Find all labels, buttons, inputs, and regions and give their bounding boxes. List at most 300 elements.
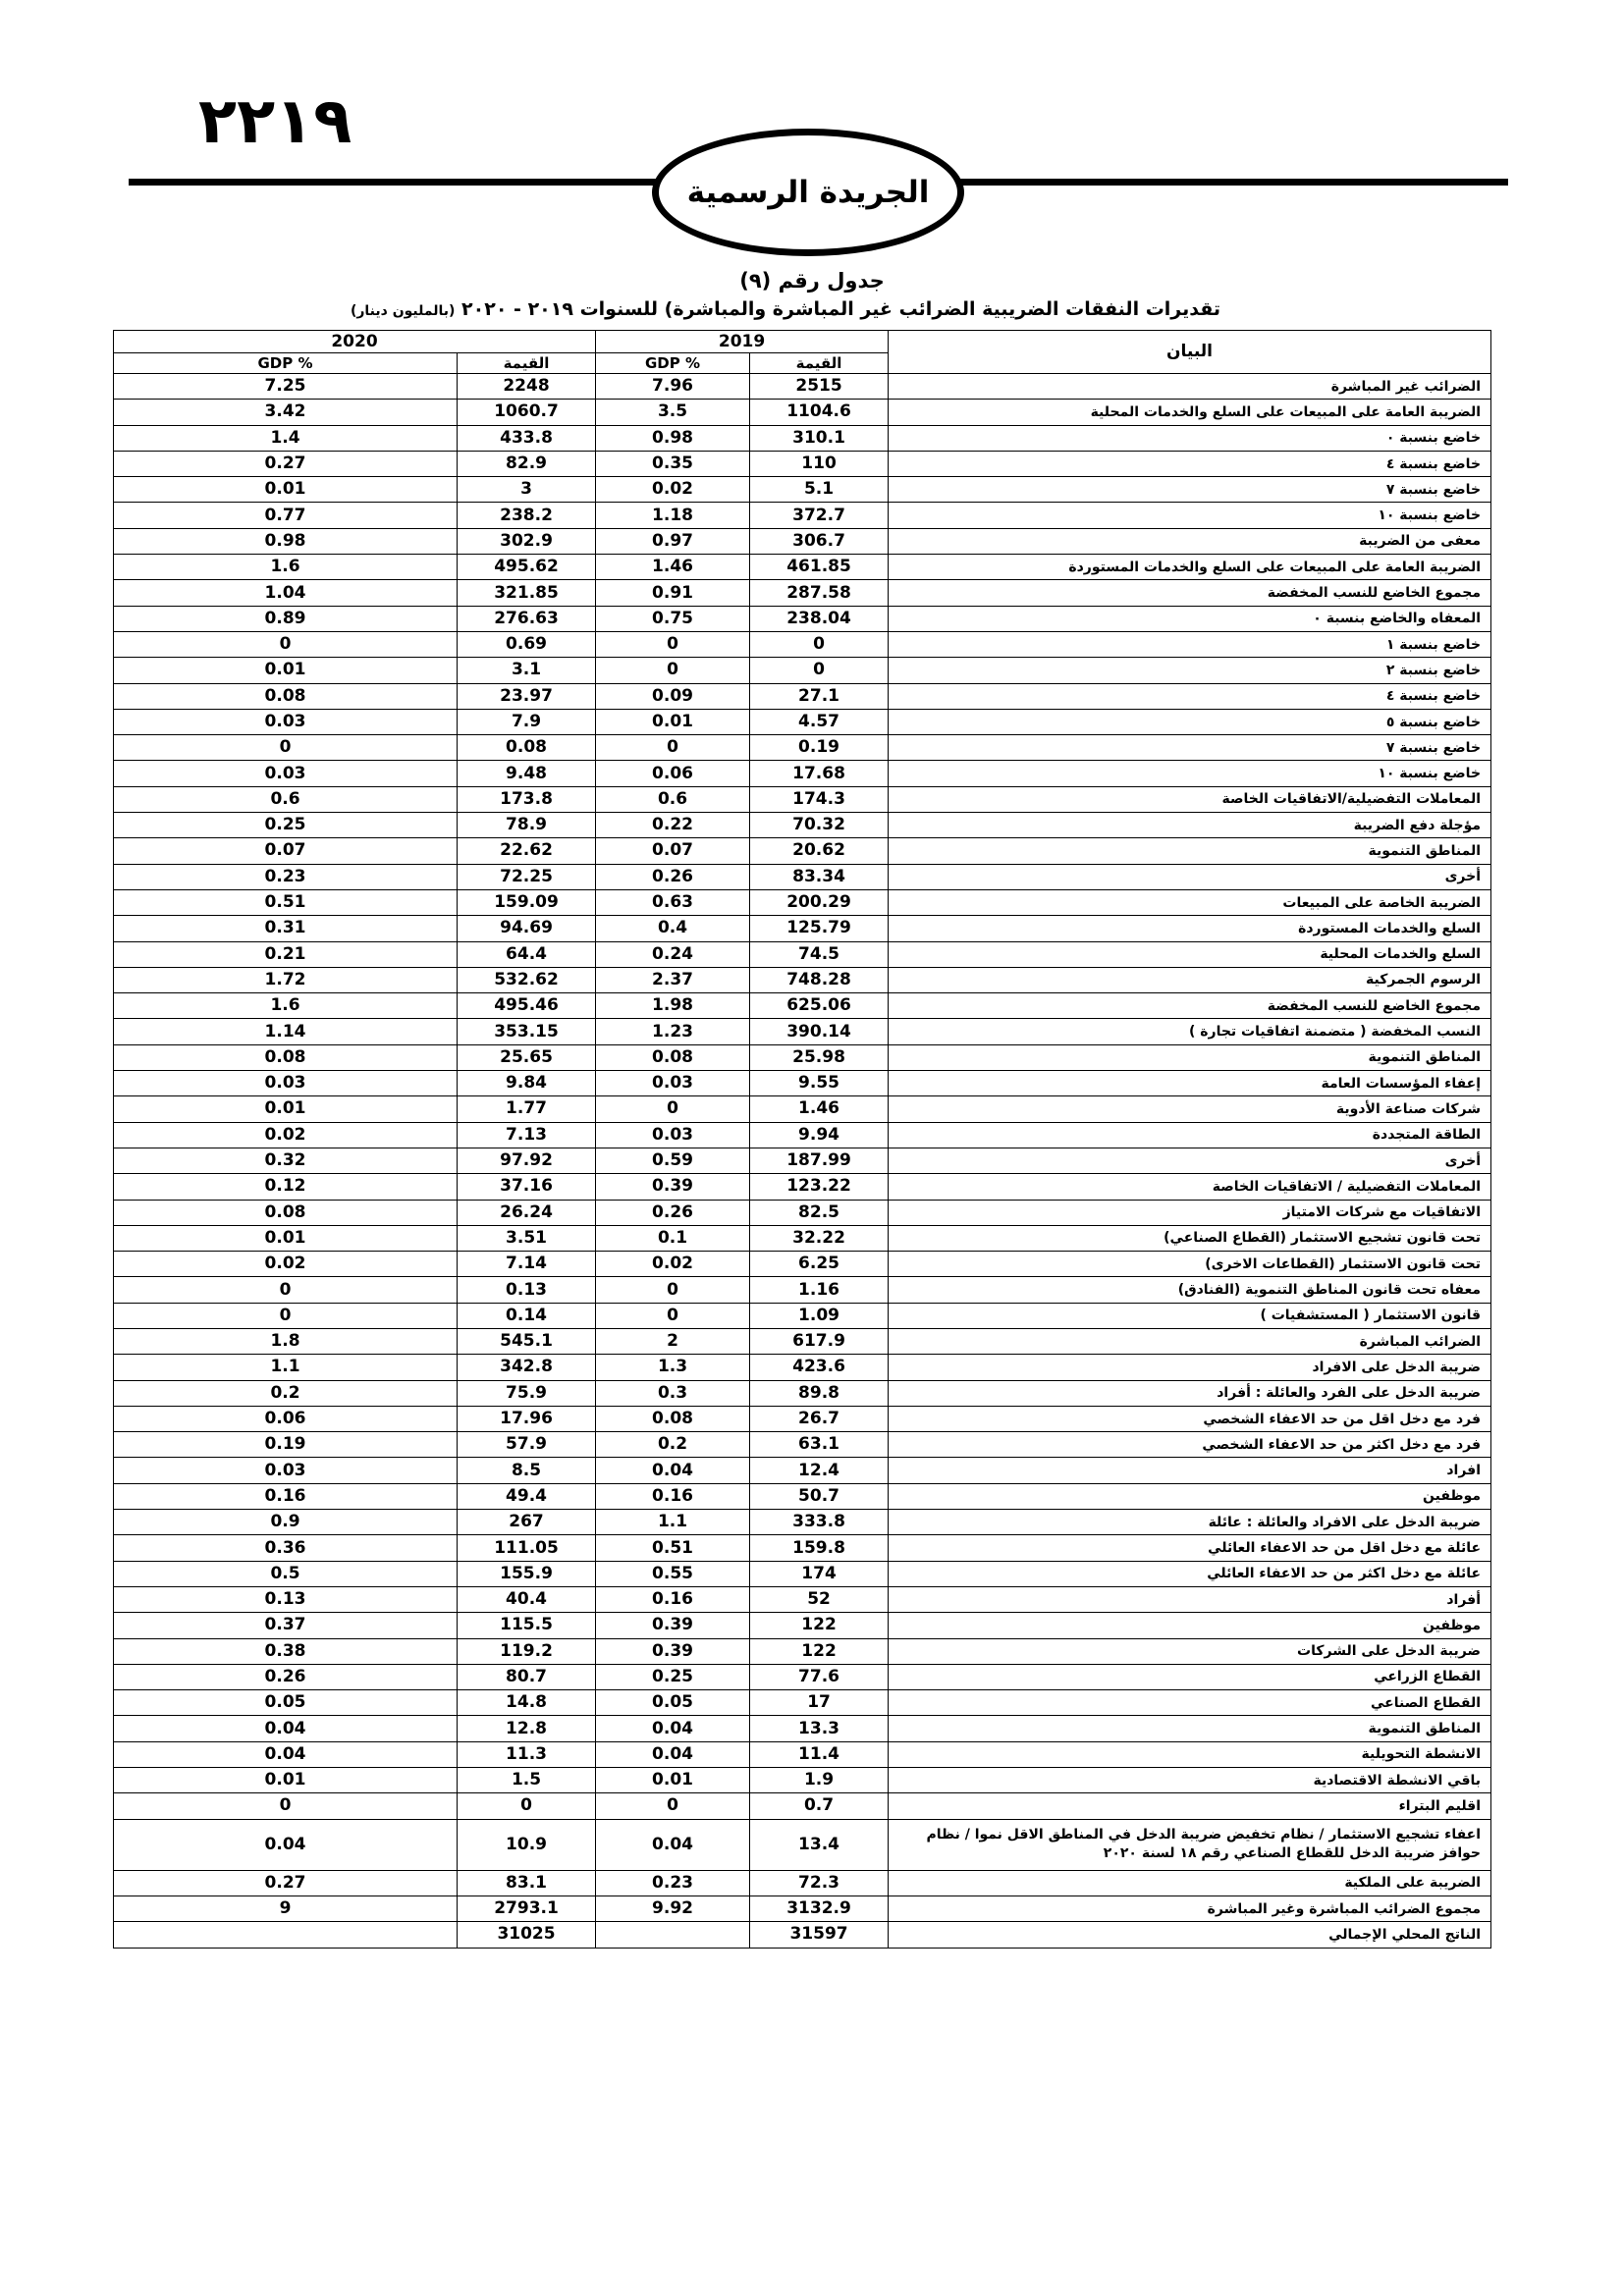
table-body — [114, 374, 1491, 1949]
gdp-2019-cell: 0.02 — [596, 1252, 750, 1277]
table-row — [114, 1406, 1491, 1431]
value-2020-cell: 2793.1 — [458, 1896, 596, 1921]
row-label: اعفاء تشجيع الاستثمار / نظام تخفيض ضريبة الدخل في المناطق الاقل نموا / نظام حوافز ضريبة الدخل للقطاع الصناعي رقم ١٨ لسنة ٢٠٢٠ — [889, 1819, 1491, 1870]
gdp-2020-cell: 0.05 — [114, 1690, 458, 1716]
table-row — [114, 1896, 1491, 1921]
gdp-2020-cell: 0.32 — [114, 1148, 458, 1173]
gdp-2019-cell: 0.04 — [596, 1458, 750, 1483]
gdp-2019-cell: 0.39 — [596, 1174, 750, 1200]
value-2019-cell: 82.5 — [750, 1200, 889, 1225]
gdp-2020-cell: 0.31 — [114, 916, 458, 941]
value-2020-cell: 495.46 — [458, 993, 596, 1019]
gdp-2020-cell: 0.26 — [114, 1664, 458, 1689]
value-2019-cell: 174.3 — [750, 786, 889, 812]
value-2020-cell: 0.14 — [458, 1303, 596, 1328]
gdp-2019-cell: 1.98 — [596, 993, 750, 1019]
value-2020-cell: 119.2 — [458, 1638, 596, 1664]
value-2019-cell: 123.22 — [750, 1174, 889, 1200]
value-2020-cell: 173.8 — [458, 786, 596, 812]
table-header — [114, 331, 1491, 374]
value-2020-cell: 14.8 — [458, 1690, 596, 1716]
row-label: ضريبة الدخل على الافراد — [889, 1355, 1491, 1380]
gdp-2020-cell: 0.03 — [114, 761, 458, 786]
value-2019-cell: 200.29 — [750, 889, 889, 915]
gdp-2020-cell: 1.8 — [114, 1328, 458, 1354]
row-label: خاضع بنسبة ٤ — [889, 683, 1491, 709]
gdp-2020-cell: 1.14 — [114, 1019, 458, 1044]
row-label: مجموع الخاضع للنسب المخفضة — [889, 993, 1491, 1019]
table-row — [114, 761, 1491, 786]
gdp-2020-cell: 0.03 — [114, 1071, 458, 1096]
table-row — [114, 838, 1491, 864]
table-row — [114, 503, 1491, 528]
row-label: الضرائب المباشرة — [889, 1328, 1491, 1354]
gdp-2019-cell: 2 — [596, 1328, 750, 1354]
value-2020-cell: 111.05 — [458, 1535, 596, 1561]
table-row — [114, 1019, 1491, 1044]
gdp-2019-cell: 0 — [596, 1277, 750, 1303]
gdp-2020-cell: 0.6 — [114, 786, 458, 812]
row-label: فرد مع دخل اكثر من حد الاعفاء الشخصي — [889, 1432, 1491, 1458]
value-2020-cell: 1060.7 — [458, 400, 596, 425]
value-2020-cell: 10.9 — [458, 1819, 596, 1870]
gdp-header-2019: % GDP — [596, 353, 750, 374]
value-2019-cell: 77.6 — [750, 1664, 889, 1689]
table-row — [114, 1303, 1491, 1328]
table-row — [114, 1096, 1491, 1122]
row-label: ضريبة الدخل على الشركات — [889, 1638, 1491, 1664]
table-row — [114, 967, 1491, 992]
row-label: القطاع الزراعي — [889, 1664, 1491, 1689]
row-label: خاضع بنسبة ٤ — [889, 451, 1491, 476]
value-2019-cell: 89.8 — [750, 1380, 889, 1406]
value-2020-cell: 433.8 — [458, 425, 596, 451]
gdp-2020-cell: 1.04 — [114, 580, 458, 606]
row-label: الضريبة العامة على المبيعات على السلع والخدمات المستوردة — [889, 555, 1491, 580]
value-2019-cell: 70.32 — [750, 813, 889, 838]
gdp-2019-cell: 0.02 — [596, 477, 750, 503]
value-2020-cell: 83.1 — [458, 1870, 596, 1896]
row-label: خاضع بنسبة ٧ — [889, 477, 1491, 503]
gdp-2020-cell: 0.36 — [114, 1535, 458, 1561]
value-2019-cell: 159.8 — [750, 1535, 889, 1561]
value-2020-cell: 37.16 — [458, 1174, 596, 1200]
row-label: شركات صناعة الأدوية — [889, 1096, 1491, 1122]
value-2020-cell: 82.9 — [458, 451, 596, 476]
gdp-2019-cell: 0 — [596, 1096, 750, 1122]
value-2019-cell: 461.85 — [750, 555, 889, 580]
row-label: إعفاء المؤسسات العامة — [889, 1071, 1491, 1096]
gdp-2019-cell: 1.23 — [596, 1019, 750, 1044]
row-label: عائلة مع دخل اقل من حد الاعفاء العائلي — [889, 1535, 1491, 1561]
row-label: خاضع بنسبة ٠ — [889, 425, 1491, 451]
value-2019-cell: 26.7 — [750, 1406, 889, 1431]
gdp-2019-cell: 1.1 — [596, 1510, 750, 1535]
row-label: الاتفاقيات مع شركات الامتياز — [889, 1200, 1491, 1225]
table-row — [114, 631, 1491, 657]
value-2020-cell: 321.85 — [458, 580, 596, 606]
row-label: الطاقة المتجددة — [889, 1122, 1491, 1148]
value-2020-cell: 2248 — [458, 374, 596, 400]
row-label: الضريبة العامة على المبيعات على السلع والخدمات المحلية — [889, 400, 1491, 425]
gdp-2019-cell: 0 — [596, 1793, 750, 1819]
row-label: خاضع بنسبة ٥ — [889, 709, 1491, 734]
value-2019-cell: 423.6 — [750, 1355, 889, 1380]
gdp-2019-cell: 0.75 — [596, 606, 750, 631]
gdp-2020-cell: 0 — [114, 1793, 458, 1819]
value-2019-cell: 32.22 — [750, 1225, 889, 1251]
row-label: تحت قانون تشجيع الاستثمار (القطاع الصناعي) — [889, 1225, 1491, 1251]
table-row — [114, 477, 1491, 503]
value-2019-cell: 52 — [750, 1586, 889, 1612]
row-label: فرد مع دخل اقل من حد الاعفاء الشخصي — [889, 1406, 1491, 1431]
gdp-2019-cell: 0.51 — [596, 1535, 750, 1561]
row-label: خاضع بنسبة ١ — [889, 631, 1491, 657]
table-row — [114, 451, 1491, 476]
masthead-oval — [652, 129, 964, 256]
gdp-2019-cell: 0.39 — [596, 1638, 750, 1664]
row-label: أفراد — [889, 1586, 1491, 1612]
value-2020-cell: 72.25 — [458, 864, 596, 889]
gdp-2020-cell: 0.07 — [114, 838, 458, 864]
gdp-2019-cell: 0 — [596, 658, 750, 683]
value-2020-cell: 342.8 — [458, 1355, 596, 1380]
gdp-2019-cell: 0.55 — [596, 1561, 750, 1586]
table-row — [114, 1638, 1491, 1664]
row-label: المعاملات التفضيلية/الاتفاقيات الخاصة — [889, 786, 1491, 812]
value-2020-cell: 495.62 — [458, 555, 596, 580]
row-label: أخرى — [889, 1148, 1491, 1173]
table-row — [114, 1277, 1491, 1303]
row-label: مجموع الخاضع للنسب المخفضة — [889, 580, 1491, 606]
value-2020-cell: 31025 — [458, 1922, 596, 1948]
table-row — [114, 606, 1491, 631]
value-2020-cell: 8.5 — [458, 1458, 596, 1483]
table-row — [114, 1328, 1491, 1354]
table-row — [114, 1922, 1491, 1948]
table-row — [114, 1870, 1491, 1896]
table-subtitle-line — [295, 298, 1276, 320]
gdp-2019-cell: 0.25 — [596, 1664, 750, 1689]
value-2019-cell: 9.55 — [750, 1071, 889, 1096]
gdp-2020-cell: 0.2 — [114, 1380, 458, 1406]
table-row — [114, 1586, 1491, 1612]
value-2020-cell: 3.1 — [458, 658, 596, 683]
table-row — [114, 916, 1491, 941]
table-row — [114, 941, 1491, 967]
table-row — [114, 1535, 1491, 1561]
gdp-2019-cell: 0 — [596, 735, 750, 761]
table-row — [114, 709, 1491, 734]
value-2019-cell: 238.04 — [750, 606, 889, 631]
gdp-2020-cell: 0.51 — [114, 889, 458, 915]
label-column-header: البيان — [889, 331, 1491, 374]
value-2019-cell: 3132.9 — [750, 1896, 889, 1921]
value-2020-cell: 40.4 — [458, 1586, 596, 1612]
value-2019-cell: 372.7 — [750, 503, 889, 528]
value-2019-cell: 0 — [750, 631, 889, 657]
gdp-2019-cell: 0.07 — [596, 838, 750, 864]
year-header-2020: 2020 — [114, 331, 596, 353]
gdp-2020-cell: 3.42 — [114, 400, 458, 425]
value-2020-cell: 7.9 — [458, 709, 596, 734]
gdp-2019-cell: 0.6 — [596, 786, 750, 812]
table-row — [114, 1819, 1491, 1870]
row-label: مؤجلة دفع الضريبة — [889, 813, 1491, 838]
table-row — [114, 1561, 1491, 1586]
row-label: الرسوم الجمركية — [889, 967, 1491, 992]
value-2019-cell: 4.57 — [750, 709, 889, 734]
value-2020-cell: 12.8 — [458, 1716, 596, 1741]
gdp-2020-cell: 1.4 — [114, 425, 458, 451]
gdp-2020-cell: 0.03 — [114, 709, 458, 734]
gdp-2020-cell — [114, 1922, 458, 1948]
value-2019-cell: 20.62 — [750, 838, 889, 864]
gdp-2020-cell: 0.01 — [114, 1768, 458, 1793]
value-2019-cell: 1.16 — [750, 1277, 889, 1303]
gdp-2019-cell: 0 — [596, 631, 750, 657]
masthead-title: الجريدة الرسمية — [686, 175, 930, 210]
value-2020-cell: 17.96 — [458, 1406, 596, 1431]
row-label: السلع والخدمات المحلية — [889, 941, 1491, 967]
table-row — [114, 993, 1491, 1019]
value-2019-cell: 1.46 — [750, 1096, 889, 1122]
gdp-2020-cell: 0.02 — [114, 1252, 458, 1277]
value-2019-cell: 13.3 — [750, 1716, 889, 1741]
value-2019-cell: 125.79 — [750, 916, 889, 941]
page-number: ٢٢١٩ — [198, 85, 352, 158]
value-2019-cell: 5.1 — [750, 477, 889, 503]
value-2020-cell: 57.9 — [458, 1432, 596, 1458]
value-2020-cell: 80.7 — [458, 1664, 596, 1689]
gdp-2020-cell: 0.08 — [114, 1044, 458, 1070]
value-2019-cell: 27.1 — [750, 683, 889, 709]
gdp-2020-cell: 0.21 — [114, 941, 458, 967]
gdp-2019-cell: 0.16 — [596, 1483, 750, 1509]
gdp-2020-cell: 0.19 — [114, 1432, 458, 1458]
gdp-2019-cell: 1.18 — [596, 503, 750, 528]
gdp-2020-cell: 0.38 — [114, 1638, 458, 1664]
gdp-2019-cell: 0.08 — [596, 1044, 750, 1070]
table-row — [114, 813, 1491, 838]
value-2019-cell: 1104.6 — [750, 400, 889, 425]
gdp-2019-cell: 0 — [596, 1303, 750, 1328]
gdp-2020-cell: 0.27 — [114, 451, 458, 476]
row-label: الضريبة الخاصة على المبيعات — [889, 889, 1491, 915]
gdp-2019-cell: 0.05 — [596, 1690, 750, 1716]
row-label: اقليم البتراء — [889, 1793, 1491, 1819]
value-2020-cell: 0.13 — [458, 1277, 596, 1303]
gdp-2019-cell: 0.97 — [596, 528, 750, 554]
row-label: النسب المخفضة ( متضمنة اتفاقيات تجارة ) — [889, 1019, 1491, 1044]
gdp-2019-cell: 0.91 — [596, 580, 750, 606]
row-label: معفاه تحت قانون المناطق التنموية (الفنادق) — [889, 1277, 1491, 1303]
value-2020-cell: 22.62 — [458, 838, 596, 864]
gdp-2019-cell: 0.63 — [596, 889, 750, 915]
row-label: المناطق التنموية — [889, 838, 1491, 864]
gdp-2019-cell: 0.26 — [596, 864, 750, 889]
gdp-2020-cell: 0.13 — [114, 1586, 458, 1612]
row-label: أخرى — [889, 864, 1491, 889]
table-row — [114, 1741, 1491, 1767]
value-2019-cell: 31597 — [750, 1922, 889, 1948]
row-label: افراد — [889, 1458, 1491, 1483]
value-2020-cell: 11.3 — [458, 1741, 596, 1767]
value-2019-cell: 11.4 — [750, 1741, 889, 1767]
table-title: جدول رقم (٩) — [739, 269, 885, 293]
header-years-row — [114, 331, 1491, 353]
table-row — [114, 374, 1491, 400]
value-2019-cell: 306.7 — [750, 528, 889, 554]
value-2020-cell: 49.4 — [458, 1483, 596, 1509]
value-2020-cell: 532.62 — [458, 967, 596, 992]
value-2019-cell: 1.09 — [750, 1303, 889, 1328]
gdp-2019-cell: 9.92 — [596, 1896, 750, 1921]
gdp-2019-cell: 0.26 — [596, 1200, 750, 1225]
gdp-2020-cell: 0.01 — [114, 1225, 458, 1251]
gdp-2019-cell: 0.98 — [596, 425, 750, 451]
gdp-2019-cell: 0.24 — [596, 941, 750, 967]
gdp-2019-cell: 0.01 — [596, 1768, 750, 1793]
table-row — [114, 1664, 1491, 1689]
value-2020-cell: 9.84 — [458, 1071, 596, 1096]
row-label: ضريبة الدخل على الافراد والعائلة : عائلة — [889, 1510, 1491, 1535]
gdp-2020-cell: 0.16 — [114, 1483, 458, 1509]
table-row — [114, 528, 1491, 554]
value-2019-cell: 50.7 — [750, 1483, 889, 1509]
gdp-2020-cell: 7.25 — [114, 374, 458, 400]
gdp-2019-cell: 3.5 — [596, 400, 750, 425]
row-label: خاضع بنسبة ١٠ — [889, 503, 1491, 528]
value-2019-cell: 187.99 — [750, 1148, 889, 1173]
row-label: السلع والخدمات المستوردة — [889, 916, 1491, 941]
row-label: موظفين — [889, 1613, 1491, 1638]
value-2019-cell: 0.19 — [750, 735, 889, 761]
value-2020-cell: 3 — [458, 477, 596, 503]
value-2020-cell: 1.77 — [458, 1096, 596, 1122]
row-label: عائلة مع دخل اكثر من حد الاعفاء العائلي — [889, 1561, 1491, 1586]
value-2020-cell: 23.97 — [458, 683, 596, 709]
gdp-2019-cell: 0.35 — [596, 451, 750, 476]
value-2020-cell: 276.63 — [458, 606, 596, 631]
gdp-2020-cell: 0.08 — [114, 1200, 458, 1225]
value-2019-cell: 122 — [750, 1613, 889, 1638]
table-row — [114, 1071, 1491, 1096]
gdp-2020-cell: 0.9 — [114, 1510, 458, 1535]
value-2019-cell: 72.3 — [750, 1870, 889, 1896]
gdp-2020-cell: 0.04 — [114, 1741, 458, 1767]
gdp-2020-cell: 0.27 — [114, 1870, 458, 1896]
value-2019-cell: 0 — [750, 658, 889, 683]
table-row — [114, 1510, 1491, 1535]
value-2020-cell: 0.69 — [458, 631, 596, 657]
value-header-2020: القيمة — [458, 353, 596, 374]
gdp-2019-cell: 1.3 — [596, 1355, 750, 1380]
table-row — [114, 580, 1491, 606]
table-row — [114, 889, 1491, 915]
table-row — [114, 864, 1491, 889]
value-2020-cell: 238.2 — [458, 503, 596, 528]
gdp-2020-cell: 0.5 — [114, 1561, 458, 1586]
gdp-2019-cell: 0.59 — [596, 1148, 750, 1173]
value-2020-cell: 97.92 — [458, 1148, 596, 1173]
value-2019-cell: 83.34 — [750, 864, 889, 889]
table-row — [114, 1148, 1491, 1173]
gdp-2020-cell: 0.89 — [114, 606, 458, 631]
value-2019-cell: 13.4 — [750, 1819, 889, 1870]
value-2019-cell: 625.06 — [750, 993, 889, 1019]
row-label: المناطق التنموية — [889, 1044, 1491, 1070]
value-2020-cell: 267 — [458, 1510, 596, 1535]
gdp-header-2020: % GDP — [114, 353, 458, 374]
unit-note: (بالمليون دينار) — [350, 303, 456, 319]
table-row — [114, 1483, 1491, 1509]
masthead-rule-left — [129, 179, 659, 186]
gdp-2019-cell: 0.3 — [596, 1380, 750, 1406]
table-row — [114, 1768, 1491, 1793]
gdp-2020-cell: 0.04 — [114, 1819, 458, 1870]
value-2019-cell: 110 — [750, 451, 889, 476]
gdp-2019-cell: 0.04 — [596, 1716, 750, 1741]
value-2020-cell: 353.15 — [458, 1019, 596, 1044]
gdp-2019-cell: 0.4 — [596, 916, 750, 941]
value-2020-cell: 1.5 — [458, 1768, 596, 1793]
gdp-2019-cell: 0.22 — [596, 813, 750, 838]
gdp-2019-cell: 0.1 — [596, 1225, 750, 1251]
gdp-2019-cell: 0.39 — [596, 1613, 750, 1638]
row-label: الانشطة التحويلية — [889, 1741, 1491, 1767]
value-2020-cell: 155.9 — [458, 1561, 596, 1586]
row-label: خاضع بنسبة ٧ — [889, 735, 1491, 761]
value-2019-cell: 333.8 — [750, 1510, 889, 1535]
value-2019-cell: 287.58 — [750, 580, 889, 606]
value-2019-cell: 310.1 — [750, 425, 889, 451]
value-2019-cell: 122 — [750, 1638, 889, 1664]
gdp-2020-cell: 9 — [114, 1896, 458, 1921]
row-label: مجموع الضرائب المباشرة وغير المباشرة — [889, 1896, 1491, 1921]
row-label: قانون الاستثمار ( المستشفيات ) — [889, 1303, 1491, 1328]
value-2020-cell: 78.9 — [458, 813, 596, 838]
gdp-2019-cell: 0.23 — [596, 1870, 750, 1896]
gdp-2020-cell: 0.77 — [114, 503, 458, 528]
row-label: المعاملات التفضيلية / الاتفاقيات الخاصة — [889, 1174, 1491, 1200]
gdp-2020-cell: 0.01 — [114, 658, 458, 683]
value-2020-cell: 26.24 — [458, 1200, 596, 1225]
gdp-2019-cell: 0.08 — [596, 1406, 750, 1431]
value-2019-cell: 748.28 — [750, 967, 889, 992]
row-label: ضريبة الدخل على الفرد والعائلة : أفراد — [889, 1380, 1491, 1406]
gdp-2019-cell: 0.04 — [596, 1741, 750, 1767]
table-row — [114, 1200, 1491, 1225]
gdp-2019-cell: 0.01 — [596, 709, 750, 734]
gdp-2019-cell: 0.2 — [596, 1432, 750, 1458]
row-label: المعفاه والخاضع بنسبة ٠ — [889, 606, 1491, 631]
gdp-2020-cell: 0 — [114, 1303, 458, 1328]
value-2019-cell: 617.9 — [750, 1328, 889, 1354]
value-2020-cell: 0 — [458, 1793, 596, 1819]
value-2019-cell: 17.68 — [750, 761, 889, 786]
tax-expenditure-table — [113, 330, 1491, 1949]
value-2020-cell: 302.9 — [458, 528, 596, 554]
table-row — [114, 786, 1491, 812]
gdp-2019-cell: 0.03 — [596, 1122, 750, 1148]
value-2020-cell: 0.08 — [458, 735, 596, 761]
gdp-2019-cell: 0.09 — [596, 683, 750, 709]
gdp-2020-cell: 0.01 — [114, 1096, 458, 1122]
row-label: الضرائب غير المباشرة — [889, 374, 1491, 400]
row-label: القطاع الصناعي — [889, 1690, 1491, 1716]
table-row — [114, 1793, 1491, 1819]
